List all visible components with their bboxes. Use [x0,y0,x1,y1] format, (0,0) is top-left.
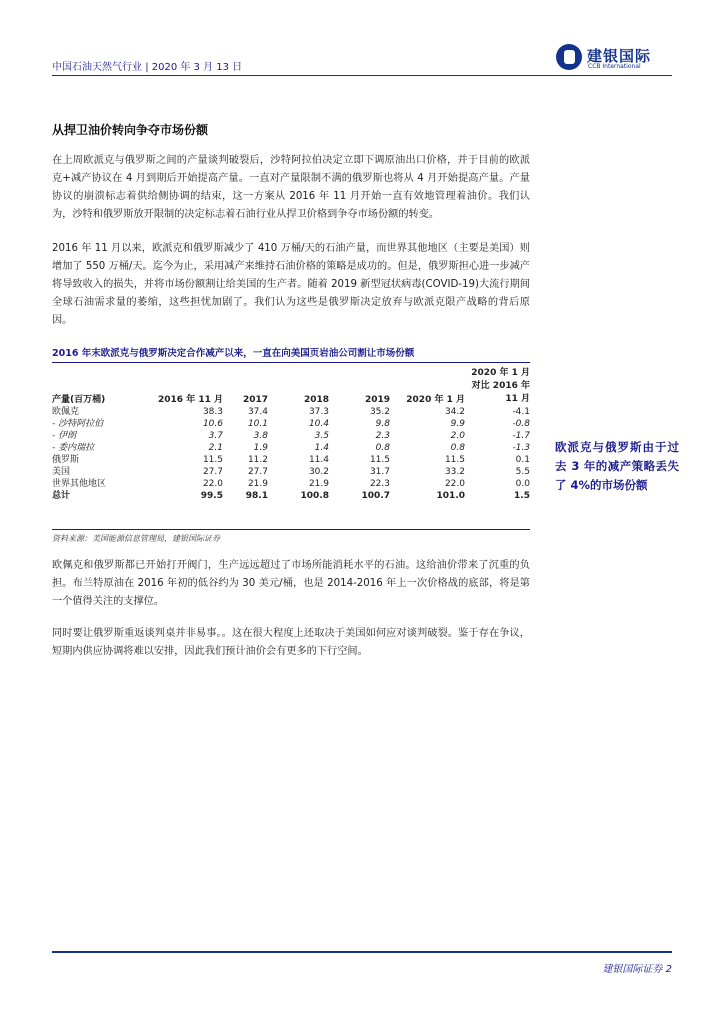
row-value: 34.2 [444,407,465,417]
row-value: 10.4 [308,419,329,429]
row-value: -0.8 [512,419,530,429]
row-value: 11.5 [202,455,223,465]
table-row [52,454,530,466]
row-value: 0.8 [450,443,465,453]
row-value: 98.1 [245,491,268,501]
paragraph-3: 欧佩克和俄罗斯都已开始打开阀门，生产远远超过了市场所能消耗水平的石油。这给油价带来了沉重的负担。布兰特原油在 2016 年初的低谷约为 30 美元/桶，也是 2014-2016 年上一次价格战的底部，将是第一个值得关注的支撑位。 [52,560,530,607]
row-value: 9.8 [375,419,390,429]
row-value: 3.8 [253,431,268,441]
ccbi-logo [556,44,686,72]
logo-cn-text: 建银国际 [587,47,652,65]
row-value: 37.3 [308,407,329,417]
col-header-change-line3: 11 月 [505,394,530,404]
row-value: 5.5 [515,467,530,477]
row-label: 美国 [52,467,71,477]
footer-divider [52,951,672,953]
row-value: 2.3 [375,431,390,441]
row-label: - 委内瑞拉 [52,443,95,453]
row-label: 世界其他地区 [52,479,107,489]
row-label: 总计 [52,491,71,501]
col-header-2020jan: 2020 年 1 月 [406,395,465,405]
paragraph-1: 在上周欧派克与俄罗斯之间的产量谈判破裂后，沙特阿拉伯决定立即下调原油出口价格，并于目前的欧派克+减产协议在 4 月到期后开始提高产量。一直对产量限制不满的俄罗斯也将从 4 月开始提高产量。产量协议的崩溃标志着供给侧协调的结束，这一方案从 2016 年 11 月开始一直有效地管理着油价。我们认为，沙特和俄罗斯放开限制的决定标志着石油行业从捍卫价格到争夺市场份额的转变。 [52,155,530,220]
paragraph-2: 2016 年 11 月以来，欧派克和俄罗斯减少了 410 万桶/天的石油产量，而世界其他地区（主要是美国）则增加了 550 万桶/天。迄今为止，采用减产来维持石油价格的策略是成功的。但是，俄罗斯担心进一步减产将导致收入的损失，并将市场份额割让给美国的生产者。随着 2019 新型冠状病毒(COVID-19)大流行期间全球石油需求量的萎缩，这些担忧加剧了。我们认为这些是俄罗斯决定放弃与欧派克限产战略的背后原因。 [52,243,530,326]
table-body [52,406,530,502]
header-divider [52,75,672,76]
table-row [52,406,530,418]
logo-en-text: CCB International [588,63,641,70]
ccbi-logo-icon [556,44,582,70]
col-header-2017: 2017 [242,395,268,405]
row-label: - 伊朗 [52,431,77,441]
row-value: 27.7 [247,467,268,477]
table-row [52,442,530,454]
row-value: 11.4 [308,455,329,465]
report-date: 2020 年 3 月 13 日 [151,62,243,73]
row-value: 1.5 [514,491,530,501]
col-header-change-line1: 2020 年 1 月 [471,368,530,378]
col-header-change-line2: 对比 2016 年 [471,381,530,391]
table-row [52,466,530,478]
row-value: 11.5 [369,455,390,465]
row-value: 11.5 [444,455,465,465]
row-value: 3.7 [208,431,223,441]
section-title: 从捍卫油价转向争夺市场份额 [52,123,209,137]
row-value: 3.5 [314,431,329,441]
paragraph-4: 同时要让俄罗斯重返谈判桌并非易事。。这在很大程度上还取决于美国如何应对谈判破裂。鉴于存在争议，短期内供应协调将难以安排，因此我们预计油价会有更多的下行空间。 [52,628,530,657]
table-row [52,490,530,502]
row-label: 欧佩克 [52,407,80,417]
row-value: 2.1 [208,443,223,453]
row-value: 10.6 [202,419,223,429]
row-value: 22.0 [202,479,223,489]
row-value: 9.9 [450,419,465,429]
row-value: 0.0 [515,479,530,489]
row-value: 21.9 [247,479,268,489]
row-label: - 沙特阿拉伯 [52,419,104,429]
col-header-2016nov: 2016 年 11 月 [158,395,223,405]
row-value: 30.2 [308,467,329,477]
industry-label: 中国石油天然气行业 [52,62,142,73]
row-value: 21.9 [308,479,329,489]
report-header [52,58,242,73]
row-value: -1.7 [512,431,530,441]
table-title: 2016 年末欧派克与俄罗斯决定合作减产以来，一直在向美国页岩油公司割让市场份额 [52,348,415,359]
col-header-label: 产量(百万桶) [52,395,106,405]
col-header-2019: 2019 [364,395,390,405]
col-header-2018: 2018 [303,395,329,405]
row-value: 100.7 [361,491,390,501]
table-top-rule [52,362,530,363]
col-header-change [465,366,530,406]
row-value: 1.9 [253,443,268,453]
row-value: 37.4 [247,407,268,417]
row-value: -1.3 [512,443,530,453]
table-bottom-rule [52,529,530,530]
row-value: 27.7 [202,467,223,477]
row-value: 11.2 [247,455,268,465]
production-table [52,366,530,502]
row-value: 33.2 [444,467,465,477]
table-source: 资料来源：美国能源信息管理局，建银国际证券 [52,534,220,543]
table-row [52,418,530,430]
sidenote: 欧派克与俄罗斯由于过去 3 年的减产策略丢失了 4%的市场份额 [555,440,679,492]
row-value: 101.0 [436,491,465,501]
page-footer [602,960,672,975]
row-value: 0.8 [375,443,390,453]
page-number: 2 [665,964,672,975]
row-value: 0.1 [515,455,530,465]
row-value: 31.7 [369,467,390,477]
table-row [52,478,530,490]
row-value: 22.3 [369,479,390,489]
row-value: 35.2 [369,407,390,417]
row-value: -4.1 [512,407,530,417]
table-row [52,430,530,442]
table-header-row [52,366,530,406]
footer-company: 建银国际证券 [602,964,663,975]
row-value: 22.0 [444,479,465,489]
header-separator: | [145,62,149,73]
row-value: 2.0 [450,431,465,441]
row-value: 38.3 [202,407,223,417]
row-value: 99.5 [200,491,223,501]
row-value: 10.1 [247,419,268,429]
row-value: 1.4 [314,443,329,453]
row-value: 100.8 [300,491,329,501]
row-label: 俄罗斯 [52,455,80,465]
